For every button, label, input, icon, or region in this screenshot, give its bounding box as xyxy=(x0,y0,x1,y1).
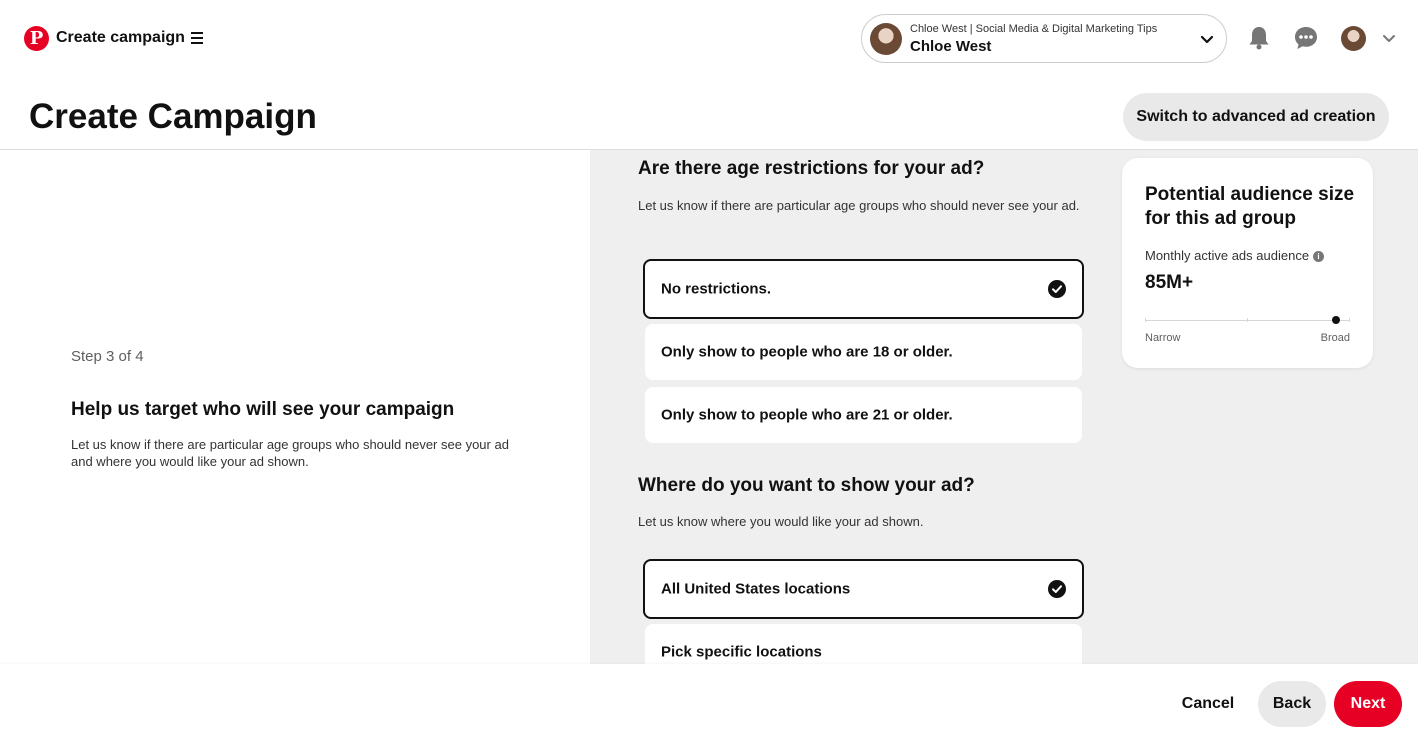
pinterest-logo[interactable]: P xyxy=(24,26,49,51)
check-circle-icon xyxy=(1048,580,1066,598)
account-switcher[interactable] xyxy=(861,14,1227,63)
location-section-heading: Where do you want to show your ad? xyxy=(638,475,975,496)
audience-title: Potential audience size for this ad group xyxy=(1145,184,1355,229)
age-section-heading: Are there age restrictions for your ad? xyxy=(638,158,985,179)
menu-icon[interactable] xyxy=(191,32,203,44)
option-label: No restrictions. xyxy=(661,280,772,298)
page-title: Create Campaign xyxy=(29,97,317,136)
audience-value: 85M+ xyxy=(1145,272,1194,293)
right-panel xyxy=(590,150,1418,664)
audience-size-card xyxy=(1122,158,1373,368)
audience-label-text: Monthly active ads audience xyxy=(1145,248,1310,263)
option-label: Only show to people who are 18 or older. xyxy=(661,343,953,361)
avatar[interactable] xyxy=(1341,26,1366,51)
location-option-all-us[interactable] xyxy=(643,559,1084,619)
chevron-down-icon xyxy=(1200,32,1214,46)
top-bar xyxy=(0,0,1418,78)
info-icon[interactable]: i xyxy=(1313,251,1324,262)
location-section-description: Let us know where you would like your ad shown. xyxy=(638,514,924,529)
age-option-21-plus[interactable] xyxy=(645,387,1082,443)
account-name: Chloe West xyxy=(910,38,992,55)
age-section-description: Let us know if there are particular age groups who should never see your ad. xyxy=(638,198,1080,213)
meter-narrow-label: Narrow xyxy=(1145,332,1181,344)
chat-icon[interactable] xyxy=(1294,26,1318,50)
left-panel xyxy=(0,150,590,664)
meter-indicator xyxy=(1332,316,1340,324)
account-subtitle: Chloe West | Social Media & Digital Marketing Tips xyxy=(910,23,1158,35)
option-label: All United States locations xyxy=(661,580,851,598)
meter-broad-label: Broad xyxy=(1320,332,1350,344)
chevron-down-icon[interactable] xyxy=(1382,33,1396,45)
option-label: Pick specific locations xyxy=(661,643,822,661)
location-option-specific[interactable] xyxy=(645,624,1082,664)
step-indicator: Step 3 of 4 xyxy=(71,348,144,365)
meter-tick xyxy=(1349,318,1350,322)
switch-advanced-button[interactable]: Switch to advanced ad creation xyxy=(1123,93,1389,141)
footer-bar xyxy=(0,664,1418,739)
next-button[interactable]: Next xyxy=(1334,681,1402,727)
age-option-no-restrictions[interactable] xyxy=(643,259,1084,319)
app-title: Create campaign xyxy=(56,29,185,46)
check-circle-icon xyxy=(1048,280,1066,298)
option-label: Only show to people who are 21 or older. xyxy=(661,406,953,424)
audience-meter xyxy=(1145,320,1350,321)
section-description: Let us know if there are particular age groups who should never see your ad and where you would like your ad shown. xyxy=(71,437,509,469)
meter-tick xyxy=(1145,318,1146,322)
age-option-18-plus[interactable] xyxy=(645,324,1082,380)
section-heading: Help us target who will see your campaign xyxy=(71,399,455,420)
audience-label xyxy=(1145,248,1324,263)
cancel-button[interactable]: Cancel xyxy=(1166,681,1250,727)
account-avatar xyxy=(870,23,902,55)
back-button[interactable]: Back xyxy=(1258,681,1326,727)
meter-tick xyxy=(1247,318,1248,322)
bell-icon[interactable] xyxy=(1248,26,1270,50)
